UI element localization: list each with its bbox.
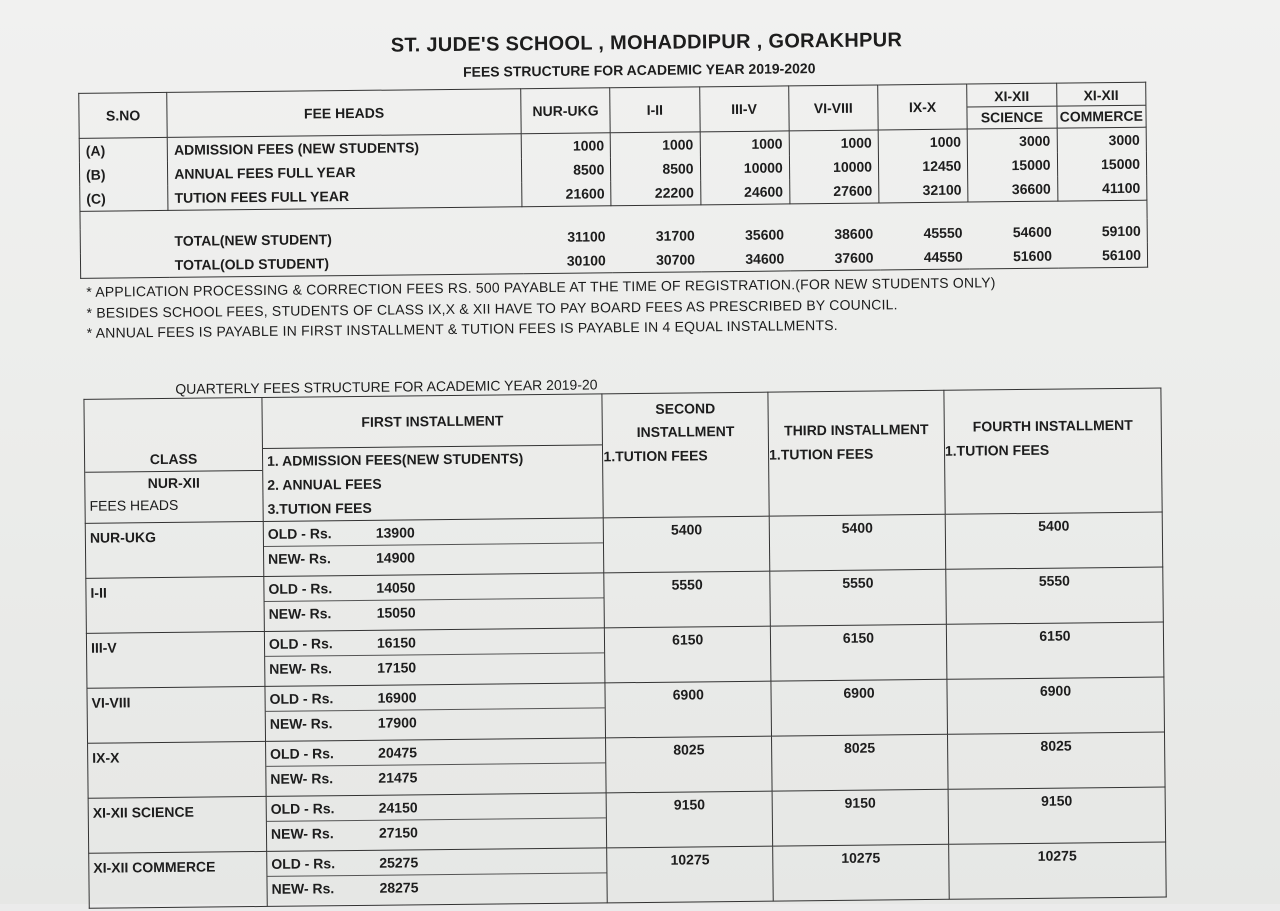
third-installment-header bbox=[768, 390, 945, 516]
third-installment-value: 10275 bbox=[773, 844, 949, 901]
second-installment-value: 10275 bbox=[607, 846, 773, 903]
new-label: NEW- Rs. bbox=[267, 550, 331, 567]
first-installment-header bbox=[262, 394, 604, 522]
new-amount: 14900 bbox=[375, 549, 416, 566]
col-class: I-II bbox=[610, 87, 700, 133]
first-installment-title: FIRST INSTALLMENT bbox=[262, 394, 602, 449]
new-label: NEW- Rs. bbox=[269, 715, 333, 732]
quarterly-class: IX-X bbox=[88, 741, 267, 798]
old-amount: 14050 bbox=[376, 579, 416, 596]
quarterly-row bbox=[89, 842, 1167, 908]
new-amount: 21475 bbox=[378, 769, 418, 786]
fee-value: 1000 bbox=[521, 133, 611, 158]
new-amount: 15050 bbox=[376, 604, 416, 621]
fees-structure-subtitle: FEES STRUCTURE FOR ACADEMIC YEAR 2019-2020 bbox=[462, 60, 816, 80]
total-value: 30100 bbox=[522, 248, 612, 273]
total-value: 31100 bbox=[567, 228, 606, 245]
total-value: 37600 bbox=[790, 245, 880, 270]
fee-value: 1000 bbox=[610, 132, 700, 157]
fourth-tution-item: 1.TUTION FEES bbox=[944, 441, 1050, 459]
first-item: 3.TUTION FEES bbox=[267, 499, 372, 517]
old-amount: 25275 bbox=[379, 854, 419, 871]
fee-value: 1000 bbox=[878, 129, 968, 154]
new-amount: 27150 bbox=[378, 824, 418, 841]
second-title-line2: INSTALLMENT bbox=[636, 423, 735, 441]
first-installment-values bbox=[267, 848, 608, 907]
first-installment-values bbox=[264, 628, 605, 687]
total-value: 56100 bbox=[1058, 243, 1148, 268]
total-value: 30700 bbox=[612, 247, 702, 272]
quarterly-header-row bbox=[84, 388, 1162, 523]
fee-value: 3000 bbox=[967, 128, 1057, 153]
total-value: 45550 bbox=[923, 224, 963, 242]
new-label: NEW- Rs. bbox=[271, 880, 335, 897]
fourth-installment-value: 5400 bbox=[945, 512, 1163, 569]
fee-value: 10000 bbox=[700, 155, 789, 180]
new-label: NEW- Rs. bbox=[270, 770, 334, 787]
fee-value: 32100 bbox=[879, 178, 969, 203]
second-installment-value: 5400 bbox=[604, 516, 770, 573]
col-commerce-bottom: COMMERCE bbox=[1057, 104, 1146, 124]
fee-value: 27600 bbox=[789, 178, 879, 203]
total-label: TOTAL(NEW STUDENT) bbox=[174, 231, 332, 249]
second-installment-value: 8025 bbox=[606, 736, 772, 793]
third-tution-item: 1.TUTION FEES bbox=[769, 445, 874, 463]
old-label: OLD - Rs. bbox=[270, 800, 335, 817]
old-amount: 16150 bbox=[376, 634, 416, 651]
total-value: 54600 bbox=[1012, 223, 1052, 241]
row-sno: (B) bbox=[79, 162, 167, 187]
first-item: 1. ADMISSION FEES(NEW STUDENTS) bbox=[266, 450, 524, 469]
second-installment-value: 6150 bbox=[605, 626, 771, 683]
old-label: OLD - Rs. bbox=[271, 855, 336, 872]
note-item: * APPLICATION PROCESSING & CORRECTION FEES RS. 500 PAYABLE AT THE TIME OF REGISTRATION.(FOR NEW STUDENTS ONLY) bbox=[86, 274, 996, 300]
old-label: OLD - Rs. bbox=[268, 635, 333, 652]
fee-value: 21600 bbox=[522, 181, 612, 206]
fee-value: 41100 bbox=[1057, 176, 1147, 201]
fee-value: 12450 bbox=[878, 154, 967, 179]
second-installment-value: 9150 bbox=[607, 791, 773, 848]
third-installment-value: 8025 bbox=[772, 734, 948, 791]
third-installment-value: 6150 bbox=[770, 624, 946, 681]
fee-value: 3000 bbox=[1057, 127, 1147, 152]
fee-value: 22200 bbox=[611, 180, 701, 205]
second-installment-value: 6900 bbox=[605, 681, 771, 738]
second-installment-value: 5550 bbox=[604, 571, 770, 628]
third-installment-value: 6900 bbox=[771, 679, 947, 736]
fourth-installment-value: 8025 bbox=[947, 732, 1165, 789]
quarterly-class: VI-VIII bbox=[87, 686, 266, 743]
third-installment-value: 5400 bbox=[769, 514, 945, 571]
first-installment-values bbox=[266, 793, 607, 852]
fee-value: 1000 bbox=[700, 131, 790, 156]
fourth-installment-value: 9150 bbox=[948, 787, 1166, 844]
col-class-commerce bbox=[1056, 82, 1146, 128]
total-value: 35600 bbox=[744, 226, 785, 243]
old-label: OLD - Rs. bbox=[267, 525, 332, 542]
col-class: IX-X bbox=[878, 84, 968, 130]
fourth-installment-value: 6900 bbox=[947, 677, 1165, 734]
new-label: NEW- Rs. bbox=[270, 825, 334, 842]
fee-value: 10000 bbox=[789, 154, 878, 179]
old-amount: 24150 bbox=[378, 799, 418, 816]
col-science-bottom: SCIENCE bbox=[968, 105, 1056, 125]
third-installment-value: 5550 bbox=[770, 569, 946, 626]
new-label: NEW- Rs. bbox=[268, 605, 332, 622]
fourth-installment-value: 5550 bbox=[946, 567, 1164, 624]
quarterly-class: NUR-UKG bbox=[85, 521, 264, 578]
first-installment-values bbox=[265, 738, 606, 797]
old-amount: 13900 bbox=[375, 524, 415, 541]
row-fee-head: TUTION FEES FULL YEAR bbox=[168, 182, 522, 210]
fourth-installment-value: 10275 bbox=[949, 842, 1167, 899]
fees-heads-label: FEES HEADS bbox=[89, 496, 179, 514]
col-commerce-top: XI-XII bbox=[1083, 86, 1119, 103]
col-science-top: XI-XII bbox=[994, 87, 1030, 104]
first-installment-values bbox=[264, 573, 605, 632]
second-title-line1: SECOND bbox=[655, 400, 716, 417]
total-value: 59100 bbox=[1058, 219, 1148, 244]
quarterly-fees-table bbox=[83, 388, 1166, 909]
class-header-cell bbox=[84, 397, 263, 523]
row-sno: (C) bbox=[80, 186, 168, 211]
old-amount: 16900 bbox=[377, 689, 417, 706]
fourth-installment-value: 6150 bbox=[946, 622, 1164, 679]
total-value: 34600 bbox=[701, 246, 791, 271]
third-title: THIRD INSTALLMENT bbox=[784, 420, 929, 439]
notes-list bbox=[86, 272, 996, 343]
class-label: CLASS bbox=[85, 446, 262, 473]
quarterly-class: XI-XII COMMERCE bbox=[89, 851, 268, 908]
new-amount: 17150 bbox=[377, 659, 417, 676]
second-tution-item: 1.TUTION FEES bbox=[603, 447, 708, 465]
col-sno: S.NO bbox=[79, 92, 168, 138]
fee-value: 1000 bbox=[789, 130, 879, 155]
first-installment-values bbox=[265, 683, 606, 742]
first-item: 2. ANNUAL FEES bbox=[267, 475, 382, 493]
row-fee-head: ANNUAL FEES FULL YEAR bbox=[168, 158, 522, 186]
first-installment-values bbox=[263, 518, 604, 577]
quarterly-title: QUARTERLY FEES STRUCTURE FOR ACADEMIC YEAR 2019-20 bbox=[175, 376, 598, 397]
fee-value: 36600 bbox=[968, 177, 1058, 202]
quarterly-class: I-II bbox=[86, 576, 265, 633]
total-value: 44550 bbox=[879, 245, 969, 270]
new-label: NEW- Rs. bbox=[269, 660, 333, 677]
old-label: OLD - Rs. bbox=[270, 745, 334, 762]
total-value: 51600 bbox=[969, 244, 1059, 269]
col-class-science bbox=[967, 83, 1057, 129]
total-value: 38600 bbox=[834, 225, 874, 242]
fourth-title: FOURTH INSTALLMENT bbox=[972, 416, 1133, 435]
note-item: * BESIDES SCHOOL FEES, STUDENTS OF CLASS IX,X & XII HAVE TO PAY BOARD FEES AS PRESCRIBED BY COUNCIL. bbox=[86, 295, 898, 321]
fee-value: 24600 bbox=[700, 179, 790, 204]
third-installment-value: 9150 bbox=[772, 789, 948, 846]
fourth-installment-header bbox=[944, 388, 1162, 514]
second-installment-header bbox=[602, 392, 769, 518]
row-fee-head: ADMISSION FEES (NEW STUDENTS) bbox=[167, 134, 521, 162]
school-title: ST. JUDE'S SCHOOL , MOHADDIPUR , GORAKHPUR bbox=[390, 29, 903, 57]
col-class: NUR-UKG bbox=[521, 88, 611, 134]
fee-value: 8500 bbox=[611, 156, 700, 181]
old-label: OLD - Rs. bbox=[268, 580, 333, 597]
old-amount: 20475 bbox=[378, 744, 418, 761]
fee-value: 8500 bbox=[521, 157, 610, 182]
fee-value: 15000 bbox=[1057, 152, 1147, 177]
fee-value: 15000 bbox=[968, 153, 1057, 178]
col-class: VI-VIII bbox=[788, 85, 878, 131]
row-sno: (A) bbox=[79, 137, 167, 162]
col-class: III-V bbox=[699, 86, 789, 132]
total-value: 31700 bbox=[655, 227, 695, 244]
new-amount: 17900 bbox=[377, 714, 417, 731]
class-range: NUR-XII bbox=[147, 474, 200, 492]
quarterly-class: III-V bbox=[86, 631, 265, 688]
note-item: * ANNUAL FEES IS PAYABLE IN FIRST INSTALLMENT & TUTION FEES IS PAYABLE IN 4 EQUAL INSTALLMENTS. bbox=[86, 316, 838, 341]
annual-fees-table bbox=[78, 82, 1148, 279]
new-amount: 28275 bbox=[379, 879, 419, 896]
old-label: OLD - Rs. bbox=[269, 690, 334, 707]
total-label: TOTAL(OLD STUDENT) bbox=[169, 249, 523, 277]
quarterly-class: XI-XII SCIENCE bbox=[88, 796, 267, 853]
col-fee-heads: FEE HEADS bbox=[167, 89, 521, 138]
